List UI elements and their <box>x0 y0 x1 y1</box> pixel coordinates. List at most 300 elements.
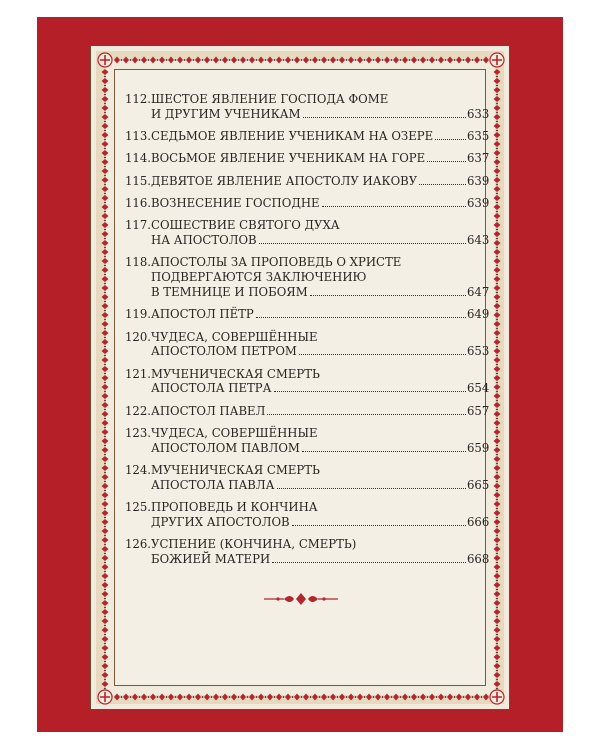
toc-entry <box>125 196 489 211</box>
ornament-dot <box>104 481 106 483</box>
ornament-dot <box>382 696 384 698</box>
ornament-mark <box>494 357 501 363</box>
ornament-mark <box>195 694 201 701</box>
ornament-dot <box>496 625 498 627</box>
ornament-dot <box>496 382 498 384</box>
ornament-dot <box>184 696 186 698</box>
ornament-dot <box>148 59 150 61</box>
ornament-mark <box>494 168 501 174</box>
ornament-dot <box>496 157 498 159</box>
ornament-dot <box>496 256 498 258</box>
ornament-dot <box>496 598 498 600</box>
toc-page-number: 657 <box>467 403 490 418</box>
ornament-dot <box>104 499 106 501</box>
ornament-dot <box>104 373 106 375</box>
ornament-dot <box>496 616 498 618</box>
ornament-mark <box>357 694 363 701</box>
ornament-mark <box>258 57 264 64</box>
toc-entry-title: ПОДВЕРГАЮТСЯ ЗАКЛЮЧЕНИЮ <box>151 270 367 285</box>
ornament-mark <box>102 591 109 597</box>
ornament-dot <box>496 391 498 393</box>
ornament-dot <box>496 535 498 537</box>
ornament-dot <box>265 696 267 698</box>
ornament-dot <box>373 696 375 698</box>
ornament-mark <box>168 57 174 64</box>
ornament-mark <box>102 303 109 309</box>
ornament-mark <box>102 573 109 579</box>
ornament-dot <box>496 310 498 312</box>
ornament-mark <box>494 321 501 327</box>
ornament-dot <box>496 652 498 654</box>
ornament-mark <box>494 276 501 282</box>
ornament-dot <box>409 696 411 698</box>
ornament-mark <box>102 240 109 246</box>
ornament-mark <box>102 519 109 525</box>
ornament-mark <box>494 132 501 138</box>
toc-entry <box>125 426 489 456</box>
toc-entry-number: 118. <box>125 255 152 270</box>
toc-entry-title: АПОСТОЛОМ ПЕТРОМ <box>151 344 297 359</box>
toc-entry-title: ШЕСТОЕ ЯВЛЕНИЕ ГОСПОДА ФОМЕ <box>151 92 389 106</box>
ornament-mark <box>213 694 219 701</box>
toc-entry <box>125 500 489 530</box>
ornament-dot <box>193 59 195 61</box>
ornament-mark <box>494 519 501 525</box>
ornament-dot <box>496 562 498 564</box>
ornament-mark <box>494 294 501 300</box>
ornament-mark <box>102 564 109 570</box>
ornament-dot <box>496 238 498 240</box>
ornament-mark <box>186 694 192 701</box>
toc-entry-title: АПОСТОЛА ПАВЛА <box>151 477 275 492</box>
toc-entry-title: ПРОПОВЕДЬ И КОНЧИНА <box>151 500 318 515</box>
toc-leader-dots <box>256 317 466 318</box>
ornament-dot <box>400 696 402 698</box>
ornament-dot <box>104 292 106 294</box>
ornament-mark <box>456 694 462 701</box>
ornament-mark <box>494 87 501 93</box>
ornament-dot <box>496 328 498 330</box>
ornament-mark <box>102 420 109 426</box>
ornament-dot <box>104 670 106 672</box>
ornament-dot <box>104 562 106 564</box>
toc-leader-dots <box>435 139 466 140</box>
toc-entry-title: ДРУГИХ АПОСТОЛОВ <box>151 515 290 530</box>
ornament-dot <box>104 418 106 420</box>
ornament-mark <box>204 57 210 64</box>
toc-entry-title: АПОСТОЛ ПЁТР <box>151 307 254 322</box>
toc-entry-title: АПОСТОЛЫ ЗА ПРОПОВЕДЬ О ХРИСТЕ <box>151 255 402 270</box>
ornament-mark <box>102 168 109 174</box>
ornament-dot <box>496 220 498 222</box>
ornament-mark <box>375 694 381 701</box>
ornament-mark <box>393 57 399 64</box>
ornament-dot <box>175 696 177 698</box>
ornament-mark <box>494 177 501 183</box>
ornament-mark <box>494 339 501 345</box>
ornament-mark <box>494 510 501 516</box>
ornament-mark <box>102 501 109 507</box>
toc-entry-title: В ТЕМНИЦЕ И ПОБОЯМ <box>151 284 308 299</box>
ornament-mark <box>102 123 109 129</box>
ornament-mark <box>384 57 390 64</box>
ornament-mark <box>102 222 109 228</box>
ornament-mark <box>102 510 109 516</box>
ornament-dot <box>104 148 106 150</box>
ornament-dot <box>104 166 106 168</box>
ornament-dot <box>496 184 498 186</box>
toc-page-number: 647 <box>467 284 490 299</box>
ornament-dot <box>175 59 177 61</box>
ornament-dot <box>104 454 106 456</box>
toc-entry-title: АПОСТОЛ ПАВЕЛ <box>151 403 266 418</box>
ornament-dot <box>104 175 106 177</box>
ornament-mark <box>213 57 219 64</box>
ornament-mark <box>339 57 345 64</box>
ornament-dot <box>391 59 393 61</box>
ornament-mark <box>494 393 501 399</box>
toc-leader-dots <box>267 414 466 415</box>
toc-entry <box>125 174 489 189</box>
ornament-mark <box>494 150 501 156</box>
ornament-dot <box>104 400 106 402</box>
ornament-dot <box>104 580 106 582</box>
ornament-dot <box>229 59 231 61</box>
ornament-dot <box>166 59 168 61</box>
table-of-contents <box>125 92 489 574</box>
ornament-dot <box>496 688 498 690</box>
ornament-dot <box>496 211 498 213</box>
ornament-dot <box>496 436 498 438</box>
ornament-dot <box>104 490 106 492</box>
toc-page-number: 637 <box>467 151 490 166</box>
ornament-dot <box>496 472 498 474</box>
ornament-mark <box>348 57 354 64</box>
ornament-mark <box>330 57 336 64</box>
ornament-dot <box>496 265 498 267</box>
ornament-dot <box>283 59 285 61</box>
toc-entry-number: 126. <box>125 537 152 552</box>
toc-entry-title: ЧУДЕСА, СОВЕРШЁННЫЕ <box>151 329 318 344</box>
ornament-mark <box>102 249 109 255</box>
toc-entry-number: 112. <box>125 92 152 106</box>
ornament-mark <box>102 312 109 318</box>
ornament-dot <box>337 59 339 61</box>
ornament-dot <box>496 490 498 492</box>
ornament-mark <box>402 694 408 701</box>
toc-entry-number: 125. <box>125 500 152 515</box>
ornament-dot <box>104 337 106 339</box>
ornament-dot <box>104 607 106 609</box>
ornament-mark <box>494 456 501 462</box>
ornament-mark <box>494 429 501 435</box>
toc-entry-title: ВОЗНЕСЕНИЕ ГОСПОДНЕ <box>151 195 320 210</box>
ornament-mark <box>102 204 109 210</box>
toc-entry-number: 123. <box>125 426 152 441</box>
ornament-mark <box>494 402 501 408</box>
ornament-mark <box>494 141 501 147</box>
ornament-mark <box>132 57 138 64</box>
ornament-mark <box>494 114 501 120</box>
ornament-mark <box>447 694 453 701</box>
ornament-dot <box>104 616 106 618</box>
ornament-mark <box>141 694 147 701</box>
ornament-mark <box>123 694 129 701</box>
ornament-dot <box>104 508 106 510</box>
toc-page-number: 633 <box>467 106 490 121</box>
ornament-mark <box>102 339 109 345</box>
ornament-mark <box>102 654 109 660</box>
ornament-dot <box>496 607 498 609</box>
ornament-dot <box>496 427 498 429</box>
ornament-dot <box>104 94 106 96</box>
ornament-mark <box>159 57 165 64</box>
ornament-mark <box>102 150 109 156</box>
toc-entry <box>125 330 489 360</box>
ornament-dot <box>292 59 294 61</box>
ornament-mark <box>249 694 255 701</box>
ornament-mark <box>465 57 471 64</box>
ornament-dot <box>496 661 498 663</box>
ornament-dot <box>436 696 438 698</box>
ornament-mark <box>494 555 501 561</box>
ornament-dot <box>121 696 123 698</box>
ornament-dot <box>481 696 483 698</box>
ornament-mark <box>494 123 501 129</box>
ornament-mark <box>494 348 501 354</box>
ornament-mark <box>102 474 109 480</box>
ornament-mark <box>494 501 501 507</box>
ornament-dot <box>148 696 150 698</box>
ornament-dot <box>445 696 447 698</box>
ornament-mark <box>102 627 109 633</box>
ornament-dot <box>104 346 106 348</box>
ornament-dot <box>496 679 498 681</box>
ornament-dot <box>104 247 106 249</box>
ornamental-divider-icon <box>262 592 340 606</box>
ornament-dot <box>139 696 141 698</box>
ornament-dot <box>496 247 498 249</box>
ornament-mark <box>102 384 109 390</box>
ornament-dot <box>104 283 106 285</box>
ornament-mark <box>102 321 109 327</box>
ornament-mark <box>494 204 501 210</box>
ornament-dot <box>104 436 106 438</box>
toc-leader-dots <box>259 243 466 244</box>
ornament-dot <box>496 463 498 465</box>
toc-entry <box>125 537 489 567</box>
ornament-dot <box>496 202 498 204</box>
toc-page-number: 659 <box>467 440 490 455</box>
ornament-mark <box>102 87 109 93</box>
ornament-dot <box>319 59 321 61</box>
ornament-mark <box>494 285 501 291</box>
toc-leader-dots <box>274 391 467 392</box>
ornament-mark <box>102 447 109 453</box>
toc-entry <box>125 404 489 419</box>
ornament-dot <box>104 202 106 204</box>
ornament-mark <box>494 186 501 192</box>
ornament-mark <box>494 312 501 318</box>
ornament-dot <box>104 265 106 267</box>
ornament-dot <box>328 59 330 61</box>
ornament-dot <box>104 184 106 186</box>
ornament-dot <box>496 229 498 231</box>
ornament-mark <box>102 78 109 84</box>
ornament-dot <box>238 59 240 61</box>
ornament-mark <box>494 303 501 309</box>
ornament-dot <box>454 696 456 698</box>
toc-leader-dots <box>310 295 466 296</box>
ornament-dot <box>496 283 498 285</box>
ornament-mark <box>102 96 109 102</box>
ornament-mark <box>102 672 109 678</box>
ornament-mark <box>102 366 109 372</box>
ornament-dot <box>400 59 402 61</box>
toc-entry-number: 124. <box>125 463 152 478</box>
ornament-dot <box>454 59 456 61</box>
ornament-mark <box>494 195 501 201</box>
ornament-mark <box>494 492 501 498</box>
ornament-mark <box>240 694 246 701</box>
toc-entry-number: 116. <box>125 195 152 210</box>
ornament-mark <box>494 537 501 543</box>
toc-page-number: 635 <box>467 129 490 144</box>
ornament-dot <box>193 696 195 698</box>
ornament-dot <box>496 481 498 483</box>
ornament-mark <box>494 231 501 237</box>
ornament-mark <box>102 465 109 471</box>
ornament-mark <box>384 694 390 701</box>
ornament-mark <box>494 663 501 669</box>
ornament-mark <box>102 411 109 417</box>
ornament-dot <box>104 328 106 330</box>
ornament-mark <box>494 222 501 228</box>
ornament-mark <box>494 654 501 660</box>
ornament-dot <box>391 696 393 698</box>
ornament-dot <box>104 571 106 573</box>
toc-entry-number: 115. <box>125 173 152 188</box>
toc-page-number: 653 <box>467 344 490 359</box>
ornament-dot <box>346 696 348 698</box>
ornament-mark <box>141 57 147 64</box>
ornament-dot <box>104 103 106 105</box>
ornament-dot <box>166 696 168 698</box>
ornament-mark <box>321 57 327 64</box>
ornament-dot <box>104 121 106 123</box>
ornament-mark <box>102 663 109 669</box>
ornament-dot <box>104 310 106 312</box>
ornament-mark <box>102 186 109 192</box>
ornament-dot <box>104 517 106 519</box>
ornament-dot <box>256 59 258 61</box>
ornament-mark <box>195 57 201 64</box>
ornament-dot <box>496 508 498 510</box>
ornament-dot <box>496 85 498 87</box>
ornament-dot <box>496 643 498 645</box>
ornament-dot <box>337 696 339 698</box>
ornament-mark <box>240 57 246 64</box>
ornament-mark <box>429 57 435 64</box>
toc-entry-title: УСПЕНИЕ (КОНЧИНА, СМЕРТЬ) <box>151 537 357 552</box>
ornament-mark <box>494 69 501 75</box>
ornament-dot <box>373 59 375 61</box>
ornament-mark <box>294 57 300 64</box>
ornament-dot <box>496 373 498 375</box>
ornament-mark <box>102 609 109 615</box>
ornament-dot <box>496 553 498 555</box>
toc-entry-number: 121. <box>125 366 152 381</box>
toc-page-number: 654 <box>467 381 490 396</box>
ornament-mark <box>494 267 501 273</box>
ornament-dot <box>104 76 106 78</box>
ornament-mark <box>267 694 273 701</box>
ornament-mark <box>102 231 109 237</box>
ornament-dot <box>202 696 204 698</box>
ornament-dot <box>496 400 498 402</box>
ornament-dot <box>496 409 498 411</box>
ornament-mark <box>312 57 318 64</box>
ornament-mark <box>102 600 109 606</box>
ornament-mark <box>494 672 501 678</box>
ornament-mark <box>102 285 109 291</box>
ornament-dot <box>104 652 106 654</box>
ornament-mark <box>494 213 501 219</box>
ornament-dot <box>104 391 106 393</box>
ornament-dot <box>496 499 498 501</box>
ornament-dot <box>310 696 312 698</box>
ornament-dot <box>104 409 106 411</box>
ornament-dot <box>104 445 106 447</box>
ornament-dot <box>496 526 498 528</box>
ornament-dot <box>496 319 498 321</box>
ornament-dot <box>238 696 240 698</box>
ornament-mark <box>177 694 183 701</box>
ornament-dot <box>364 696 366 698</box>
ornament-dot <box>220 59 222 61</box>
ornament-mark <box>102 582 109 588</box>
ornament-mark <box>177 57 183 64</box>
toc-entry <box>125 218 489 248</box>
ornament-dot <box>202 59 204 61</box>
ornament-mark <box>494 546 501 552</box>
toc-page-number: 639 <box>467 173 490 188</box>
ornament-mark <box>447 57 453 64</box>
ornament-dot <box>328 696 330 698</box>
ornament-dot <box>104 256 106 258</box>
ornament-mark <box>102 330 109 336</box>
ornament-mark <box>366 57 372 64</box>
ornament-dot <box>496 517 498 519</box>
ornament-dot <box>104 139 106 141</box>
ornament-mark <box>494 645 501 651</box>
ornament-dot <box>256 696 258 698</box>
ornament-mark <box>494 240 501 246</box>
ornament-mark <box>429 694 435 701</box>
ornament-dot <box>247 696 249 698</box>
ornament-dot <box>104 589 106 591</box>
toc-entry-title: БОЖИЕЙ МАТЕРИ <box>151 552 271 567</box>
ornament-mark <box>366 694 372 701</box>
ornament-mark <box>303 694 309 701</box>
ornament-mark <box>102 492 109 498</box>
ornament-dot <box>382 59 384 61</box>
toc-page-number: 639 <box>467 195 490 210</box>
ornament-dot <box>364 59 366 61</box>
ornament-mark <box>494 420 501 426</box>
ornament-mark <box>494 96 501 102</box>
ornament-dot <box>346 59 348 61</box>
